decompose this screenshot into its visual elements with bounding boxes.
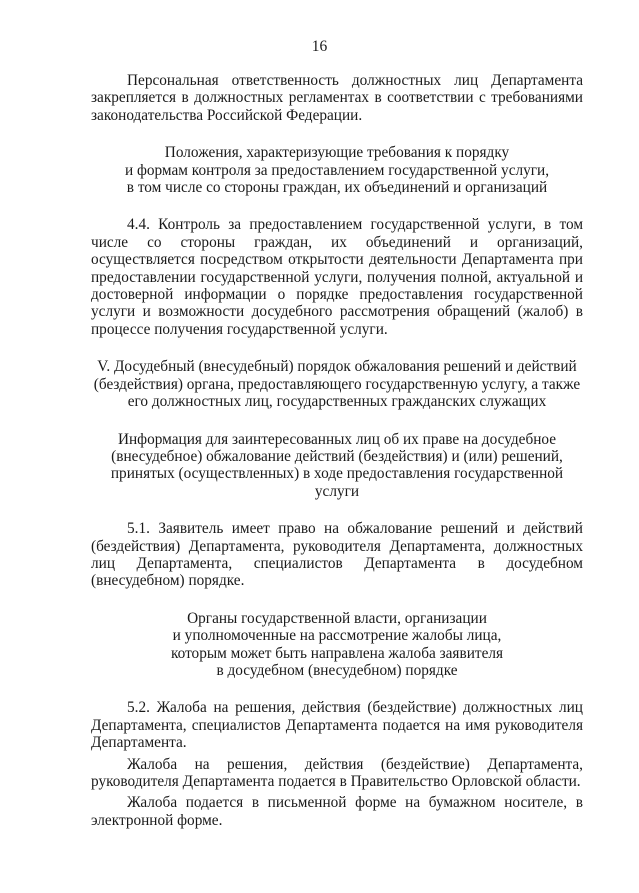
authorities-heading <box>91 610 583 680</box>
clause-5-2-paragraph: 5.2. Жалоба на решения, действия (бездействие) должностных лиц Департамента, специалистов Департамента подается на имя руководителя Департамента. <box>91 699 583 752</box>
heading-line: в досудебном (внесудебном) порядке <box>216 661 458 679</box>
heading-line: которым может быть направлена жалоба заявителя <box>170 644 504 662</box>
complaint-government-paragraph: Жалоба на решения, действия (бездействие) Департамента, руководителя Департамента подается в Правительство Орловской области. <box>91 755 583 790</box>
heading-line: и формам контроля за предоставлением государственной услуги, <box>124 161 550 179</box>
clause-4-4-paragraph: 4.4. Контроль за предоставлением государственной услуги, в том числе со стороны граждан, их объединений и организаций, осуществляется посредством открытости деятельности Департамента при предоставлении государственной услуги, получения полной, актуальной и достоверной информации о порядке предоставления государственной услуги и возможности досудебного рассмотрения обращений (жалоб) в процессе получения государственной услуги. <box>91 216 583 338</box>
control-requirements-heading <box>91 144 583 196</box>
heading-line: Информация для заинтересованных лиц об их праве на досудебное <box>117 430 557 448</box>
page-body <box>91 72 583 829</box>
heading-line: Положения, характеризующие требования к порядку <box>164 144 510 162</box>
heading-line: Органы государственной власти, организации <box>187 609 487 627</box>
heading-line: принятых (осуществленных) в ходе предоставления государственной услуги <box>110 465 564 500</box>
heading-line: V. Досудебный (внесудебный) порядок обжалования решений и действий <box>97 358 577 376</box>
heading-line: (бездействия) органа, предоставляющего государственную услугу, а также <box>93 375 581 393</box>
page-number: 16 <box>311 38 328 55</box>
complaint-form-paragraph: Жалоба подается в письменной форме на бумажном носителе, в электронной форме. <box>91 794 583 829</box>
heading-line: (внесудебное) обжалование действий (бездействия) и (или) решений, <box>111 447 563 465</box>
heading-line: в том числе со стороны граждан, их объединений и организаций <box>126 179 548 197</box>
heading-line: его должностных лиц, государственных гражданских служащих <box>127 393 547 411</box>
clause-5-1-paragraph: 5.1. Заявитель имеет право на обжалование решений и действий (бездействия) Департамента, руководителя Департамента, должностных лиц Департамента, специалистов Департамента в досудебном (внесудебном) порядке. <box>91 520 583 590</box>
section-v-heading <box>91 358 583 410</box>
heading-line: и уполномоченные на рассмотрение жалобы лица, <box>172 627 502 645</box>
responsibility-paragraph: Персональная ответственность должностных лиц Департамента закрепляется в должностных регламентах в соответствии с требованиями законодательства Российской Федерации. <box>91 72 583 124</box>
appeal-information-heading <box>91 431 583 501</box>
